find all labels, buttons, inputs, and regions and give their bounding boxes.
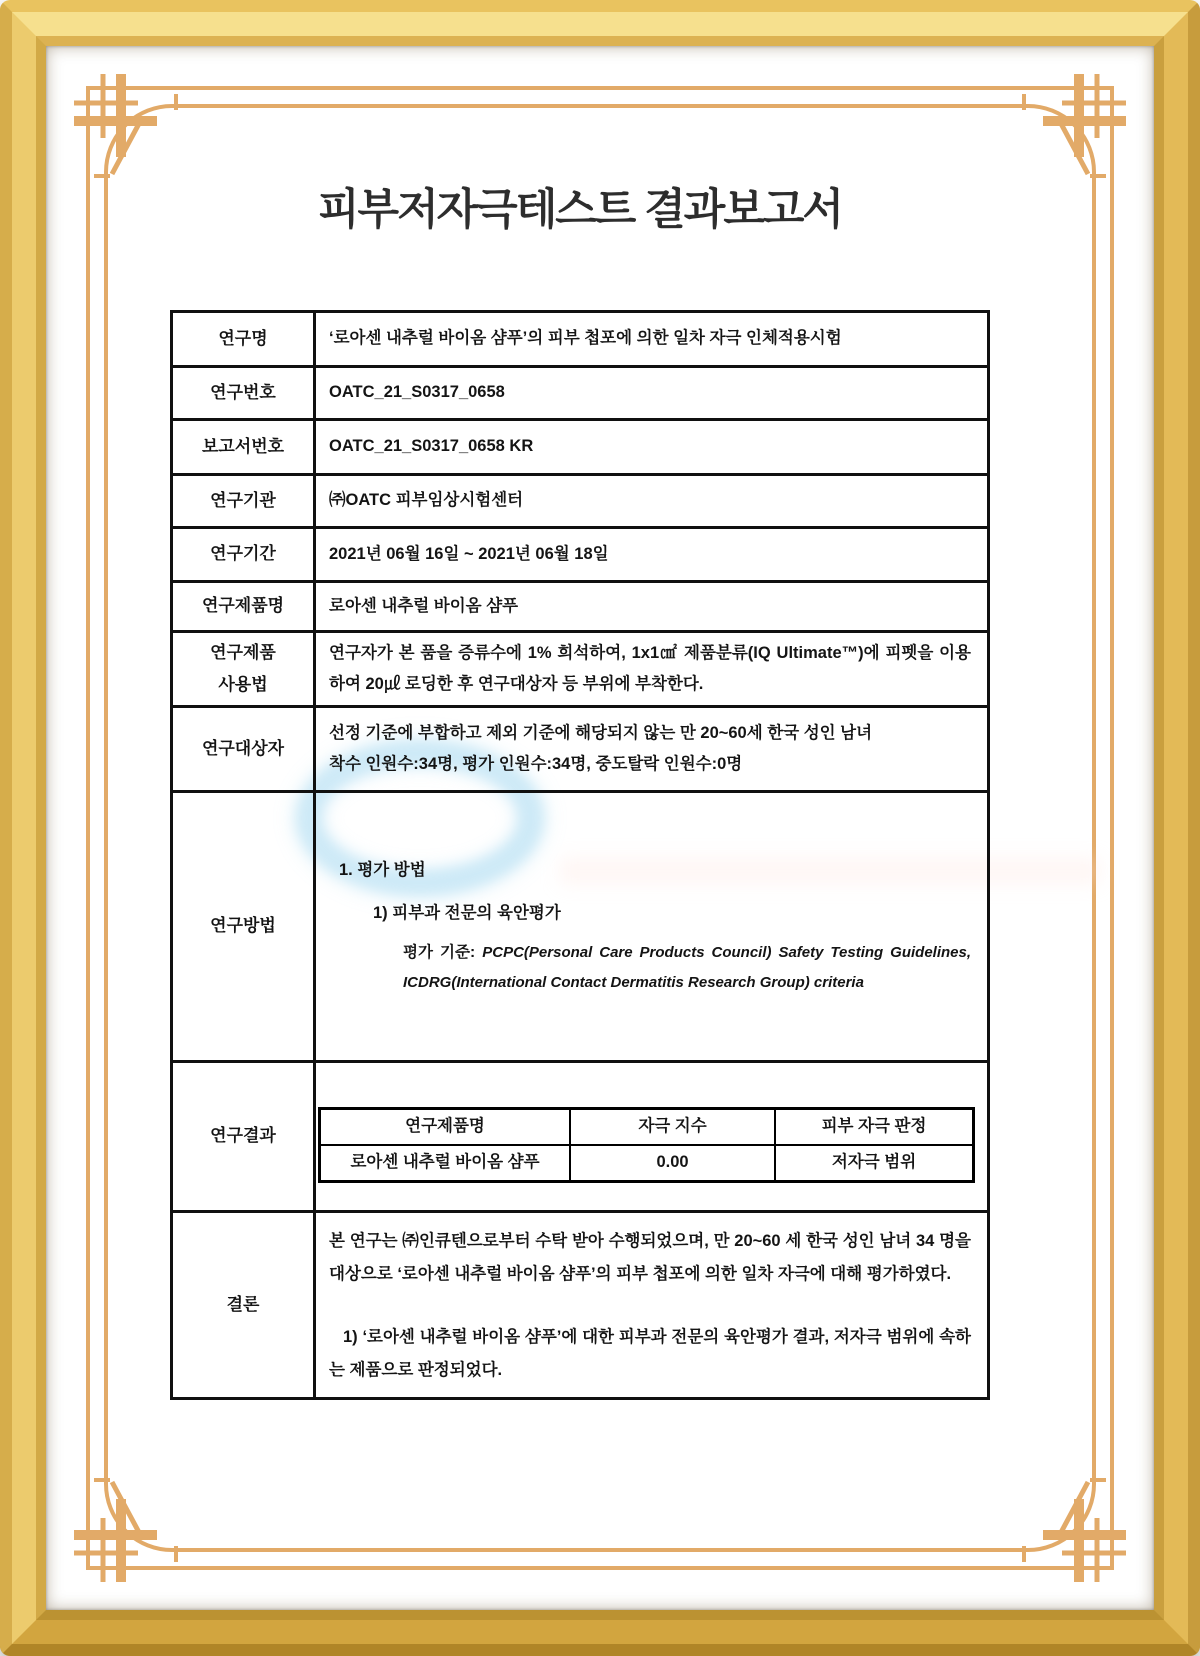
row-label: 연구방법 bbox=[173, 793, 316, 1060]
result-header-index: 자극 지수 bbox=[571, 1110, 776, 1144]
result-header-product: 연구제품명 bbox=[321, 1110, 571, 1144]
row-value: 로아센 내추럴 바이옴 샴푸 bbox=[329, 596, 519, 615]
row-label: 결론 bbox=[173, 1213, 316, 1397]
row-value: OATC_21_S0317_0658 bbox=[329, 383, 505, 402]
method-subheading: 1) 피부과 전문의 육안평가 bbox=[373, 904, 561, 923]
table-row-result bbox=[173, 1063, 987, 1213]
table-row-usage bbox=[173, 633, 987, 708]
criteria-text: PCPC(Personal Care Products Council) Safety Testing Guidelines, ICDRG(International Contact Dermatitis Research Group) criteria bbox=[403, 943, 972, 991]
result-judgement: 저자극 범위 bbox=[831, 1153, 917, 1172]
row-value bbox=[316, 708, 987, 790]
row-value bbox=[316, 1063, 991, 1210]
subjects-line1: 선정 기준에 부합하고 제외 기준에 해당되지 않는 만 20~60세 한국 성인 남녀 bbox=[329, 723, 873, 742]
table-row-report-number bbox=[173, 421, 987, 476]
criteria-label: 평가 기준: bbox=[403, 943, 483, 961]
table-row-institution bbox=[173, 476, 987, 529]
table-row-product-name bbox=[173, 583, 987, 633]
method-heading: 1. 평가 방법 bbox=[339, 861, 426, 879]
row-label: 연구대상자 bbox=[173, 708, 316, 790]
subjects-line2: 착수 인원수:34명, 평가 인원수:34명, 중도탈락 인원수:0명 bbox=[329, 755, 743, 773]
row-value: 연구자가 본 품을 증류수에 1% 희석하여, 1x1㎠ 제품분류(IQ Ultimate™)에 피펫을 이용하여 20㎕ 로딩한 후 연구대상자 등 부위에 부착한다. bbox=[329, 643, 971, 693]
table-row-study-number bbox=[173, 368, 987, 421]
row-value bbox=[316, 793, 987, 1060]
report-table bbox=[170, 310, 990, 1400]
table-row-conclusion bbox=[173, 1213, 987, 1397]
conclusion-paragraph-1: 본 연구는 ㈜인큐텐으로부터 수탁 받아 수행되었으며, 만 20~60 세 한국 성인 남녀 34 명을 대상으로 ‘로아센 내추럴 바이옴 샴푸’의 피부 첩포에 의한 일차 자극에 대해 평가하였다. bbox=[329, 1232, 971, 1283]
row-label: 연구명 bbox=[173, 313, 316, 365]
row-label bbox=[173, 633, 316, 705]
row-label: 연구기간 bbox=[173, 529, 316, 580]
page-title: 피부저자극테스트 결과보고서 bbox=[318, 186, 842, 234]
row-label: 연구결과 bbox=[173, 1063, 316, 1210]
table-row-period bbox=[173, 529, 987, 583]
result-index: 0.00 bbox=[571, 1146, 776, 1180]
row-label-line1: 연구제품 bbox=[210, 642, 276, 662]
method-criteria bbox=[403, 938, 971, 998]
row-value bbox=[316, 1213, 987, 1397]
result-header-row bbox=[321, 1110, 972, 1146]
row-label: 연구제품명 bbox=[173, 583, 316, 630]
row-value: ‘로아센 내추럴 바이옴 샴푸’의 피부 첩포에 의한 일차 자극 인체적용시험 bbox=[329, 329, 842, 348]
row-value: 2021년 06월 16일 ~ 2021년 06월 18일 bbox=[329, 544, 609, 563]
table-row-method bbox=[173, 793, 987, 1063]
row-value: ㈜OATC 피부임상시험센터 bbox=[329, 491, 524, 510]
row-label: 보고서번호 bbox=[173, 421, 316, 473]
table-row-study-name bbox=[173, 313, 987, 368]
conclusion-paragraph-2: 1) ‘로아센 내추럴 바이옴 샴푸’에 대한 피부과 전문의 육안평가 결과, 저자극 범위에 속하는 제품으로 판정되었다. bbox=[329, 1328, 971, 1379]
result-data-row bbox=[321, 1146, 972, 1180]
result-product: 로아센 내추럴 바이옴 샴푸 bbox=[321, 1146, 571, 1180]
result-header-judgement: 피부 자극 판정 bbox=[821, 1117, 927, 1136]
row-label-line2: 사용법 bbox=[218, 675, 268, 694]
result-inner-table bbox=[318, 1107, 975, 1183]
row-label: 연구기관 bbox=[173, 476, 316, 526]
row-value: OATC_21_S0317_0658 KR bbox=[329, 437, 534, 456]
table-row-subjects bbox=[173, 708, 987, 793]
row-label: 연구번호 bbox=[173, 368, 316, 418]
